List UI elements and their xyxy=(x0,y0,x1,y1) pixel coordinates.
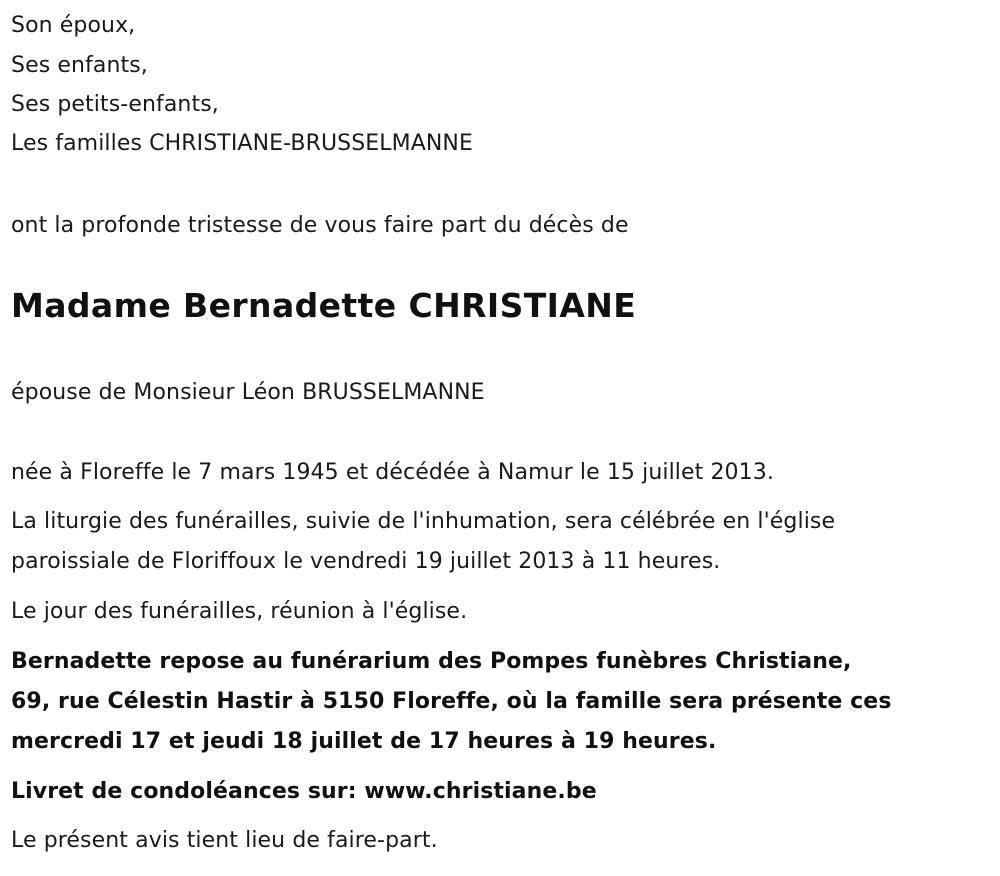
family-line-families: Les familles CHRISTIANE-BRUSSELMANNE xyxy=(11,131,473,156)
spouse-line: épouse de Monsieur Léon BRUSSELMANNE xyxy=(11,380,485,405)
gathering-line: Le jour des funérailles, réunion à l'église. xyxy=(11,599,468,624)
family-line-children: Ses enfants, xyxy=(11,53,148,78)
liturgy-line-2: paroissiale de Floriffoux le vendredi 19 juillet 2013 à 11 heures. xyxy=(11,549,721,574)
condolences-line: Livret de condoléances sur: www.christiane.be xyxy=(11,779,597,804)
birth-death-line: née à Floreffe le 7 mars 1945 et décédée à Namur le 15 juillet 2013. xyxy=(11,460,774,485)
closing-line: Le présent avis tient lieu de faire-part. xyxy=(11,828,438,853)
deceased-name: Madame Bernadette CHRISTIANE xyxy=(11,286,637,325)
family-line-spouse: Son époux, xyxy=(11,13,136,38)
funerarium-line-3: mercredi 17 et jeudi 18 juillet de 17 heures à 19 heures. xyxy=(11,729,717,754)
funerarium-line-2: 69, rue Célestin Hastir à 5150 Floreffe, où la famille sera présente ces xyxy=(11,689,892,714)
announcement-text: ont la profonde tristesse de vous faire part du décès de xyxy=(11,213,629,238)
liturgy-line-1: La liturgie des funérailles, suivie de l'inhumation, sera célébrée en l'église xyxy=(11,509,836,534)
family-line-grandchildren: Ses petits-enfants, xyxy=(11,92,219,117)
funerarium-line-1: Bernadette repose au funérarium des Pompes funèbres Christiane, xyxy=(11,649,852,674)
